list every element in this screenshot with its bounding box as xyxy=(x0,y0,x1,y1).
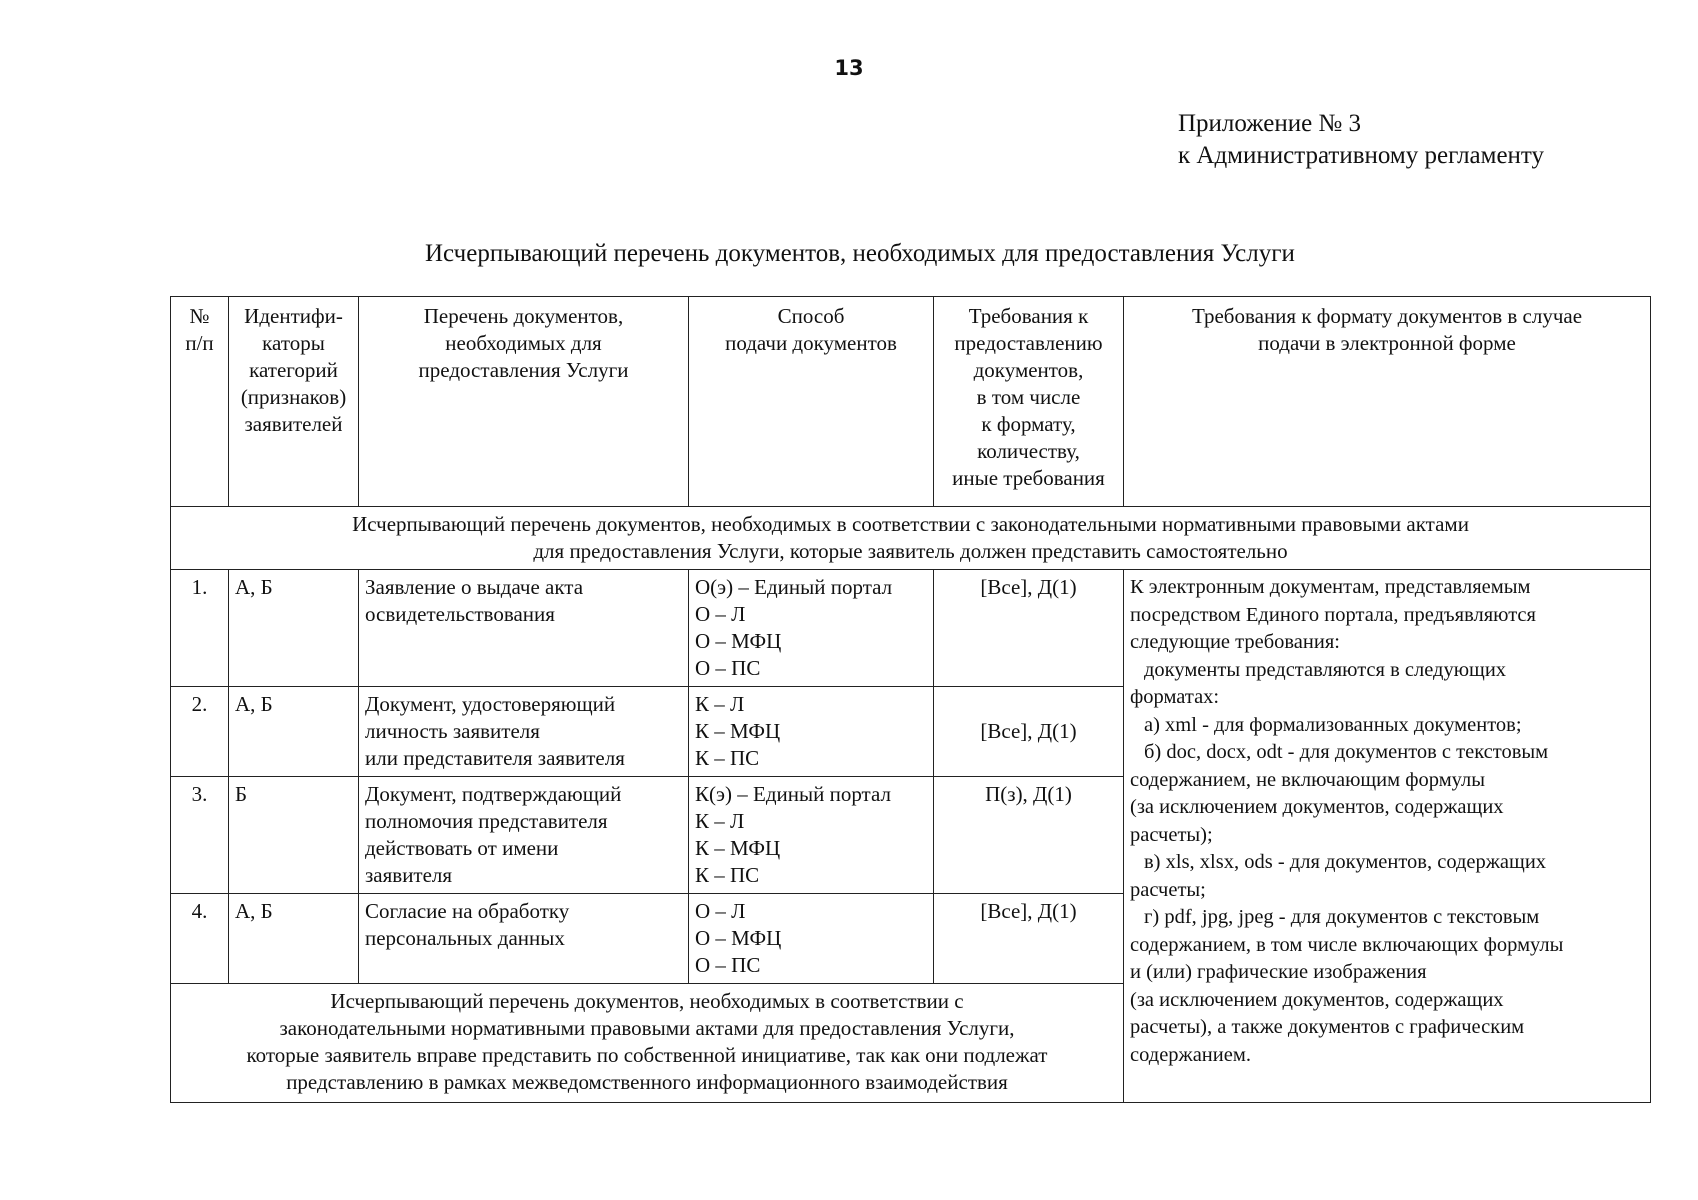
document-title: Исчерпывающий перечень документов, необходимых для предоставления Услуги xyxy=(425,240,1295,267)
row-requirements: [Все], Д(1) xyxy=(934,687,1124,777)
row-document-name: Согласие на обработку персональных данных xyxy=(359,894,689,984)
row-requirements: [Все], Д(1) xyxy=(934,570,1124,687)
row-applicant-ids: А, Б xyxy=(229,894,359,984)
table-row xyxy=(171,570,1651,687)
row-document-name: Документ, подтверждающий полномочия представителя действовать от имени заявителя xyxy=(359,777,689,894)
row-document-name: Документ, удостоверяющий личность заявителя или представителя заявителя xyxy=(359,687,689,777)
header-applicant-ids: Идентифи- каторы категорий (признаков) заявителей xyxy=(229,297,359,507)
header-requirements: Требования к предоставлению документов, в том числе к формату, количеству, иные требования xyxy=(934,297,1124,507)
section-heading-optional: Исчерпывающий перечень документов, необходимых в соответствии с законодательными нормативными правовыми актами для предоставления Услуги, которые заявитель вправе представить по собственной инициативе, так как они подлежат представлению в рамках межведомственного информационного взаимодействия xyxy=(171,984,1124,1103)
row-applicant-ids: А, Б xyxy=(229,570,359,687)
row-requirements: [Все], Д(1) xyxy=(934,894,1124,984)
row-applicant-ids: Б xyxy=(229,777,359,894)
documents-table xyxy=(170,296,1651,1103)
row-document-name: Заявление о выдаче акта освидетельствования xyxy=(359,570,689,687)
row-submission-methods: К(э) – Единый портал К – Л К – МФЦ К – ПС xyxy=(689,777,934,894)
appendix-line: Приложение № 3 xyxy=(1178,110,1362,137)
header-num: № п/п xyxy=(171,297,229,507)
row-number: 4. xyxy=(171,894,229,984)
row-number: 2. xyxy=(171,687,229,777)
row-requirements: П(з), Д(1) xyxy=(934,777,1124,894)
row-submission-methods: К – Л К – МФЦ К – ПС xyxy=(689,687,934,777)
header-electronic-format: Требования к формату документов в случае подачи в электронной форме xyxy=(1124,297,1651,507)
row-number: 1. xyxy=(171,570,229,687)
row-number: 3. xyxy=(171,777,229,894)
appendix-caption xyxy=(1178,108,1544,172)
electronic-format-requirements: К электронным документам, представляемым посредством Единого портала, предъявляются следующие требования: документы представляются в следующих форматах: а) xml - для формализованных документов; б) doc, docx, odt - для документов с текстовым содержанием, не включающим формулы (за исключением документов, содержащих расчеты); в) xls, xlsx, ods - для документов, содержащих расчеты; г) pdf, jpg, jpeg - для документов с текстовым содержанием, в том числе включающих формулы и (или) графические изображения (за исключением документов, содержащих расчеты), а также документов с графическим содержанием. xyxy=(1124,570,1651,1103)
header-documents: Перечень документов, необходимых для предоставления Услуги xyxy=(359,297,689,507)
section-heading-mandatory: Исчерпывающий перечень документов, необходимых в соответствии с законодательными нормативными правовыми актами для предоставления Услуги, которые заявитель должен представить самостоятельно xyxy=(171,507,1651,570)
row-submission-methods: О – Л О – МФЦ О – ПС xyxy=(689,894,934,984)
row-submission-methods: О(э) – Единый портал О – Л О – МФЦ О – ПС xyxy=(689,570,934,687)
page-number: 13 xyxy=(834,56,864,80)
row-applicant-ids: А, Б xyxy=(229,687,359,777)
header-submission-method: Способ подачи документов xyxy=(689,297,934,507)
appendix-line: к Административному регламенту xyxy=(1178,142,1545,169)
table-header-row xyxy=(171,297,1651,507)
section-heading-row xyxy=(171,507,1651,570)
